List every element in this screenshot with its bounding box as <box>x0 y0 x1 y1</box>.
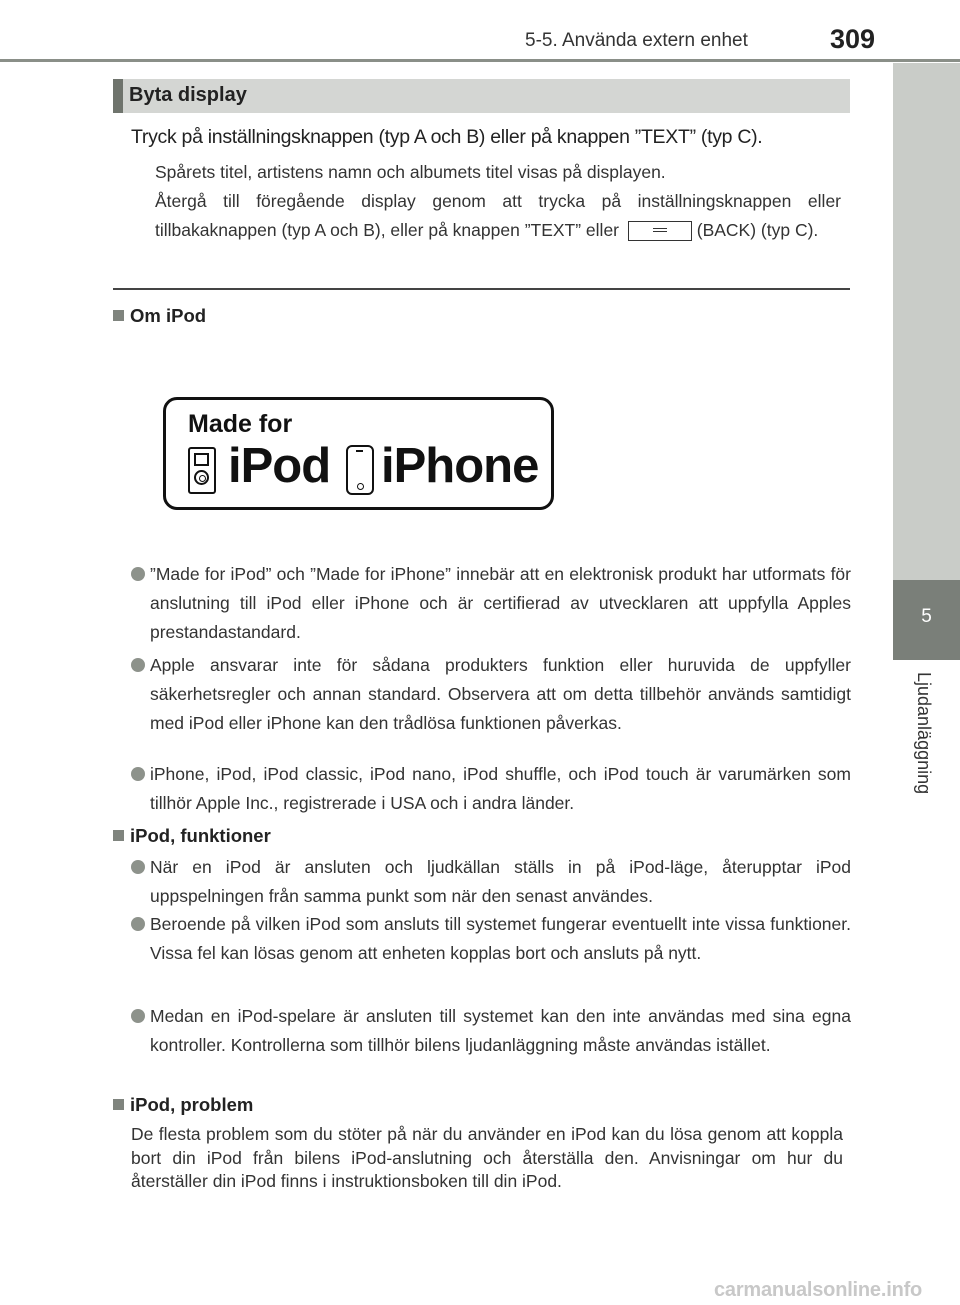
paragraph-ipod-problem: De flesta problem som du stöter på när du använder en iPod kan du lösa genom att koppla bort din iPod från bilens iPod-anslutning och återställa den. Anvisningar om hur du återställer din iPod finns i instruktionsboken till din iPod. <box>131 1124 843 1191</box>
bullet-dot-icon <box>131 658 145 672</box>
section-header-accent <box>113 79 123 113</box>
bullet-dot-icon <box>131 1009 145 1023</box>
note-return-text: Återgå till föregående display genom att trycka på inställningsknappen eller tillbakaknappen (typ A och B), eller på knappen ”TEXT” eller <box>155 191 841 240</box>
back-button-icon <box>628 221 692 241</box>
bullet-dot-icon <box>131 567 145 581</box>
list-item: iPhone, iPod, iPod classic, iPod nano, iPod shuffle, och iPod touch är varumärken som tillhör Apple Inc., registrerade i USA och i andra länder. <box>131 760 851 818</box>
square-bullet-icon <box>113 830 124 841</box>
logo-made-for: Made for <box>188 410 293 438</box>
heading-ipod-problem: iPod, problem <box>113 1094 253 1116</box>
watermark: carmanualsonline.info <box>714 1279 923 1301</box>
section-header <box>113 79 850 113</box>
list-item: När en iPod är ansluten och ljudkällan ställs in på iPod-läge, återupptar iPod uppspelningen från samma punkt som när den senast användes. <box>131 853 851 911</box>
list-item: Apple ansvarar inte för sådana produkters funktion eller huruvida de uppfyller säkerhetsregler och annan standard. Observera att om detta tillbehör används samtidigt med iPod eller iPhone kan den trådlösa funktionen påverkas. <box>131 651 851 738</box>
page-number: 309 <box>830 24 876 54</box>
chapter-label: Ljudanläggning <box>914 672 934 795</box>
note-return-tail: (BACK) (typ C). <box>696 220 819 240</box>
iphone-icon <box>346 445 374 495</box>
square-bullet-icon <box>113 310 124 321</box>
list-item: Beroende på vilken iPod som ansluts till systemet fungerar eventuellt inte vissa funktioner. Vissa fel kan lösas genom att enheten kopplas bort och ansluts på nytt. <box>131 910 851 968</box>
main-instruction: Tryck på inställningsknappen (typ A och B) eller på knappen ”TEXT” (typ C). <box>131 126 763 148</box>
heading-ipod-funktioner: iPod, funktioner <box>113 825 271 847</box>
bullet-dot-icon <box>131 860 145 874</box>
note-display-info: Spårets titel, artistens namn och albumets titel visas på displayen. <box>155 162 666 182</box>
heading-om-ipod: Om iPod <box>113 305 206 327</box>
chapter-tab <box>893 580 960 660</box>
note-return <box>155 187 841 245</box>
bullet-dot-icon <box>131 917 145 931</box>
side-tab-background <box>893 63 960 580</box>
square-bullet-icon <box>113 1099 124 1110</box>
list-item: Medan en iPod-spelare är ansluten till systemet kan den inte användas med sina egna kontroller. Kontrollerna som tillhör bilens ljudanläggning måste användas istället. <box>131 1002 851 1060</box>
made-for-ipod-iphone-logo <box>163 397 554 510</box>
header-section-title: 5-5. Använda extern enhet <box>525 30 748 51</box>
bullet-dot-icon <box>131 767 145 781</box>
list-item: ”Made for iPod” och ”Made for iPhone” innebär att en elektronisk produkt har utformats för anslutning till iPod eller iPhone och är certifierad av utvecklaren att uppfylla Apples prestandastandard. <box>131 560 851 647</box>
section-title: Byta display <box>129 84 247 106</box>
ipod-icon <box>188 447 216 494</box>
header-rule <box>0 59 960 62</box>
logo-ipod: iPod <box>228 439 331 493</box>
logo-iphone: iPhone <box>381 439 539 493</box>
section-divider <box>113 288 850 290</box>
chapter-number: 5 <box>921 606 932 627</box>
